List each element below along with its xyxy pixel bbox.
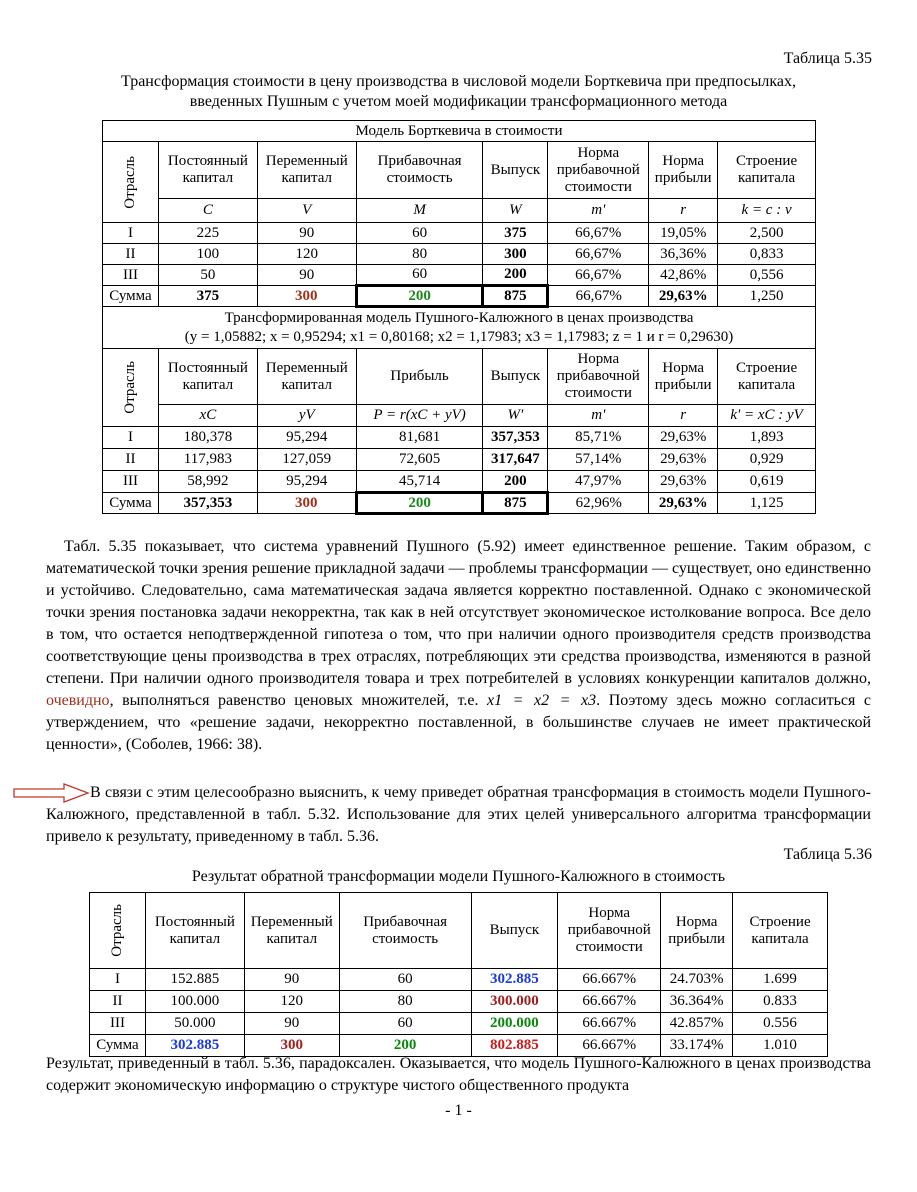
cell: 0.833 [733,991,828,1013]
branch-label: Отрасль [121,361,138,414]
col-symbol: r [649,405,718,427]
cell: 152.885 [145,969,244,991]
col-header: Строение капитала [733,893,828,969]
cell: III [90,1013,146,1035]
col-header: Норма прибыли [649,142,718,199]
cell: 29,63% [649,427,718,449]
cell: 80 [356,244,483,265]
table-number: Таблица 5.36 [783,846,872,863]
cell: 66,67% [548,244,649,265]
cell: Сумма [103,493,159,514]
cell: 0,556 [718,265,816,286]
cell: 42,86% [649,265,718,286]
table-title: Результат обратной трансформации модели Пушного-Калюжного в стоимость [191,868,726,885]
cell: 100 [158,244,257,265]
col-header: Переменный капитал [257,349,356,405]
col-header: Прибыль [356,349,483,405]
cell: 875 [483,493,548,514]
cell: 200 [339,1035,471,1057]
col-header: Строение капитала [718,349,816,405]
cell: 90 [244,1013,339,1035]
col-header: Выпуск [483,142,548,199]
section1-title: Модель Борткевича в стоимости [103,121,816,142]
cell: 300.000 [471,991,558,1013]
cell: 875 [483,286,548,307]
cell: 66.667% [558,1035,661,1057]
cell: 200 [356,286,483,307]
cell: 57,14% [548,449,649,471]
branch-label: Отрасль [121,155,138,209]
cell: Сумма [90,1035,146,1057]
cell: 58,992 [158,471,257,493]
table-title-line1: Трансформация стоимости в цену производства в числовой модели Борткевича при предпосылках, [121,73,796,90]
col-symbol: M [356,199,483,223]
cell: 2,500 [718,223,816,244]
table-row [103,471,816,493]
cell: 36.364% [661,991,733,1013]
col-symbol: yV [257,405,356,427]
col-header: Постоянный капитал [158,349,257,405]
cell: 33.174% [661,1035,733,1057]
col-symbol: m' [548,405,649,427]
table-row [103,427,816,449]
col-symbol: r [649,199,718,223]
cell: 302.885 [471,969,558,991]
cell: 120 [257,244,356,265]
cell: 300 [244,1035,339,1057]
cell: 29,63% [649,286,718,307]
cell: 81,681 [356,427,483,449]
col-header: Выпуск [471,893,558,969]
cell: 90 [244,969,339,991]
cell: I [103,223,159,244]
cell: 60 [356,265,483,286]
col-symbol: W' [483,405,548,427]
cell: 66,67% [548,223,649,244]
cell: 127,059 [257,449,356,471]
cell: 1.699 [733,969,828,991]
cell: 1,250 [718,286,816,307]
cell: II [103,449,159,471]
cell: 0,619 [718,471,816,493]
col-symbol: W [483,199,548,223]
col-header: Норма прибавочной стоимости [548,142,649,199]
cell: 50.000 [145,1013,244,1035]
cell: 42.857% [661,1013,733,1035]
cell: 66,67% [548,265,649,286]
cell: 29,63% [649,449,718,471]
col-symbol: V [257,199,356,223]
table-row-sum [103,493,816,514]
branch-label: Отрасль [108,904,125,957]
col-header: Переменный капитал [257,142,356,199]
cell: 200 [356,493,483,514]
cell: 60 [339,1013,471,1035]
cell: 72,605 [356,449,483,471]
col-header: Постоянный капитал [158,142,257,199]
col-symbol: C [158,199,257,223]
cell: Сумма [103,286,159,307]
cell: 0,929 [718,449,816,471]
cell: 66.667% [558,1013,661,1035]
cell: 80 [339,991,471,1013]
cell: 300 [483,244,548,265]
cell: II [103,244,159,265]
cell: 357,353 [483,427,548,449]
col-symbol: P = r(xC + yV) [356,405,483,427]
col-header: Выпуск [483,349,548,405]
cell: I [90,969,146,991]
cell: 66.667% [558,991,661,1013]
cell: 36,36% [649,244,718,265]
cell: 200.000 [471,1013,558,1035]
highlight-word: очевидно [46,692,110,709]
paragraph-2: В связи с этим целесообразно выяснить, к чему приведет обратная трансформация в стоимость модели Пушного-Калюжного, представленной в табл. 5.32. Использование для этих целей универсального алгоритма трансформации привело к результату, приведенному в табл. 5.36. [46,784,871,845]
col-header: Норма прибыли [649,349,718,405]
cell: 375 [483,223,548,244]
table-row [103,449,816,471]
cell: 47,97% [548,471,649,493]
cell: I [103,427,159,449]
table-row [90,1013,828,1035]
cell: 100.000 [145,991,244,1013]
col-header: Норма прибыли [661,893,733,969]
cell: III [103,265,159,286]
table-row [103,223,816,244]
cell: 180,378 [158,427,257,449]
section2-params: (y = 1,05882; x = 0,95294; x1 = 0,80168; x2 = 1,17983; x3 = 1,17983; z = 1 и r = 0,29630) [184,329,734,345]
cell: 85,71% [548,427,649,449]
cell: 29,63% [649,493,718,514]
col-header: Прибавочная стоимость [339,893,471,969]
table-535 [102,120,816,515]
table-number: Таблица 5.35 [783,50,872,67]
cell: 90 [257,265,356,286]
col-header: Прибавочная стоимость [356,142,483,199]
cell: 375 [158,286,257,307]
cell: 1,893 [718,427,816,449]
cell: III [103,471,159,493]
cell: 1.010 [733,1035,828,1057]
cell: 66.667% [558,969,661,991]
cell: 117,983 [158,449,257,471]
cell: 90 [257,223,356,244]
cell: 300 [257,286,356,307]
col-header: Постоянный капитал [145,893,244,969]
table-row-sum [103,286,816,307]
col-symbol: k' = xC : yV [718,405,816,427]
cell: 60 [339,969,471,991]
col-header: Норма прибавочной стоимости [558,893,661,969]
col-header: Переменный капитал [244,893,339,969]
cell: 302.885 [145,1035,244,1057]
col-header: Норма прибавочной стоимости [548,349,649,405]
table-row [90,969,828,991]
table-row [103,244,816,265]
cell: 317,647 [483,449,548,471]
table-row [103,265,816,286]
cell: 200 [483,471,548,493]
paragraph-1: Табл. 5.35 показывает, что система уравнений Пушного (5.92) имеет единственное решение. Таким образом, с математической точки зрения решение прикладной задачи — проблемы трансформации — существует, оно единственно и устойчиво. Следовательно, сама математическая задача является корректно поставленной. Однако с экономической точки зрения постановка задачи некорректна, так как в ней отсутствует экономическое истолкование вопроса. Все дело в том, что остается неподтвержденной гипотеза о том, что при наличии одного производителя средств производства соответствующие цены производства в трех отраслях, потребляющих эти средства производства, изменяются в разной степени. При наличии одного производителя товара и трех потребителей в условиях конкуренции капиталов должно, очевидно, выполняться равенство ценовых множителей, т.е. x1 = x2 = x3. Поэтому здесь можно согласиться с утверждением, что «решение задачи, некорректно поставленной, в большинстве случаев не имеет практической ценности», (Соболев, 1966: 38). [46,538,871,753]
col-header: Строение капитала [718,142,816,199]
cell: 120 [244,991,339,1013]
col-symbol: xC [158,405,257,427]
page-number: - 1 - [445,1102,472,1119]
cell: 0.556 [733,1013,828,1035]
cell: 0,833 [718,244,816,265]
cell: 62,96% [548,493,649,514]
col-symbol: m' [548,199,649,223]
cell: 24.703% [661,969,733,991]
table-536 [89,892,828,1057]
section2-title: Трансформированная модель Пушного-Калюжного в ценах производства [224,310,694,326]
cell: 95,294 [257,427,356,449]
table-title [40,72,877,112]
cell: 19,05% [649,223,718,244]
paragraph-3: Результат, приведенный в табл. 5.36, парадоксален. Оказывается, что модель Пушного-Калюжного в ценах производства содержит экономическую информацию о структуре чистого общественного продукта [46,1055,871,1094]
cell: 802.885 [471,1035,558,1057]
col-symbol: k = c : v [718,199,816,223]
cell: 95,294 [257,471,356,493]
cell: 200 [483,265,548,286]
cell: 1,125 [718,493,816,514]
cell: II [90,991,146,1013]
cell: 300 [257,493,356,514]
cell: 66,67% [548,286,649,307]
cell: 50 [158,265,257,286]
cell: 29,63% [649,471,718,493]
cell: 60 [356,223,483,244]
cell: 357,353 [158,493,257,514]
cell: 225 [158,223,257,244]
table-row [90,991,828,1013]
table-title-line2: введенных Пушным с учетом моей модификации трансформационного метода [189,93,728,110]
formula: x1 = x2 = x3 [487,692,597,709]
cell: 45,714 [356,471,483,493]
